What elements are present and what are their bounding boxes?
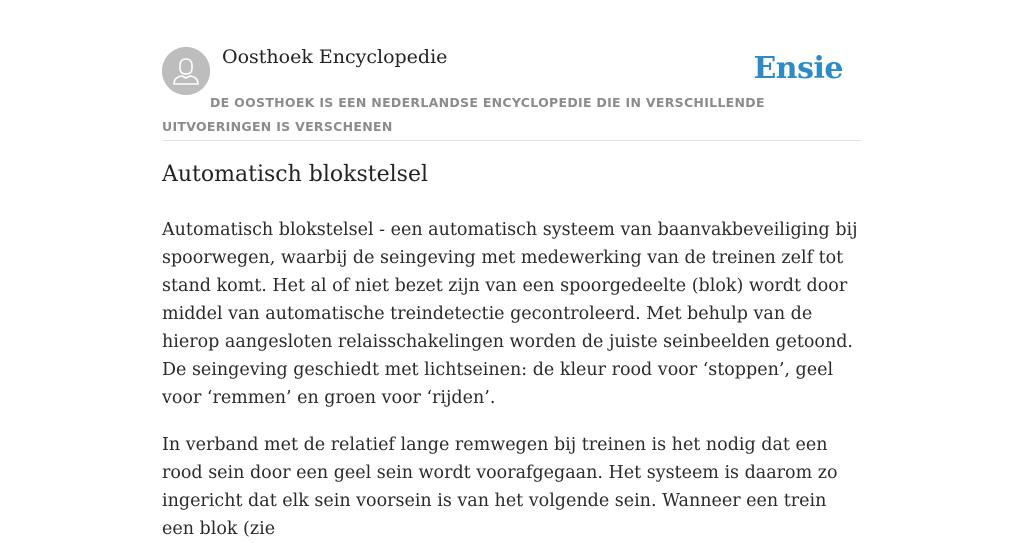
site-tagline: DE OOSTHOEK IS EEN NEDERLANDSE ENCYCLOPEDIE DIE IN VERSCHILLENDE UITVOERINGEN IS VERSCHENEN: [162, 95, 765, 134]
article-paragraph: In verband met de relatief lange remwegen bij treinen is het nodig dat een rood sein door een geel sein wordt voorafgegaan. Het systeem is daarom zo ingericht dat elk sein voorsein is van het volgende sein. Wanneer een trein een blok (zie: [162, 435, 838, 539]
user-avatar-icon[interactable]: [162, 47, 210, 95]
article-title: Automatisch blokstelsel: [162, 162, 428, 187]
content-container: [162, 0, 862, 539]
site-name[interactable]: Oosthoek Encyclopedie: [222, 46, 448, 68]
article-paragraph: Automatisch blokstelsel - een automatisch systeem van baanvakbeveiliging bij spoorwegen, waarbij de seingeving met medewerking van de treinen zelf tot stand komt. Het al of niet bezet zijn van een spoorgedeelte (blok) wordt door middel van automatische treindetectie gecontroleerd. Met behulp van de hierop aangesloten relaisschakelingen worden de juiste seinbeelden getoond. De seingeving geschiedt met lichtseinen: de kleur rood voor ‘stoppen’, geel voor ‘remmen’ en groen voor ‘rijden’.: [162, 220, 858, 408]
header: [162, 0, 862, 141]
brand-logo[interactable]: Ensie: [753, 51, 843, 86]
